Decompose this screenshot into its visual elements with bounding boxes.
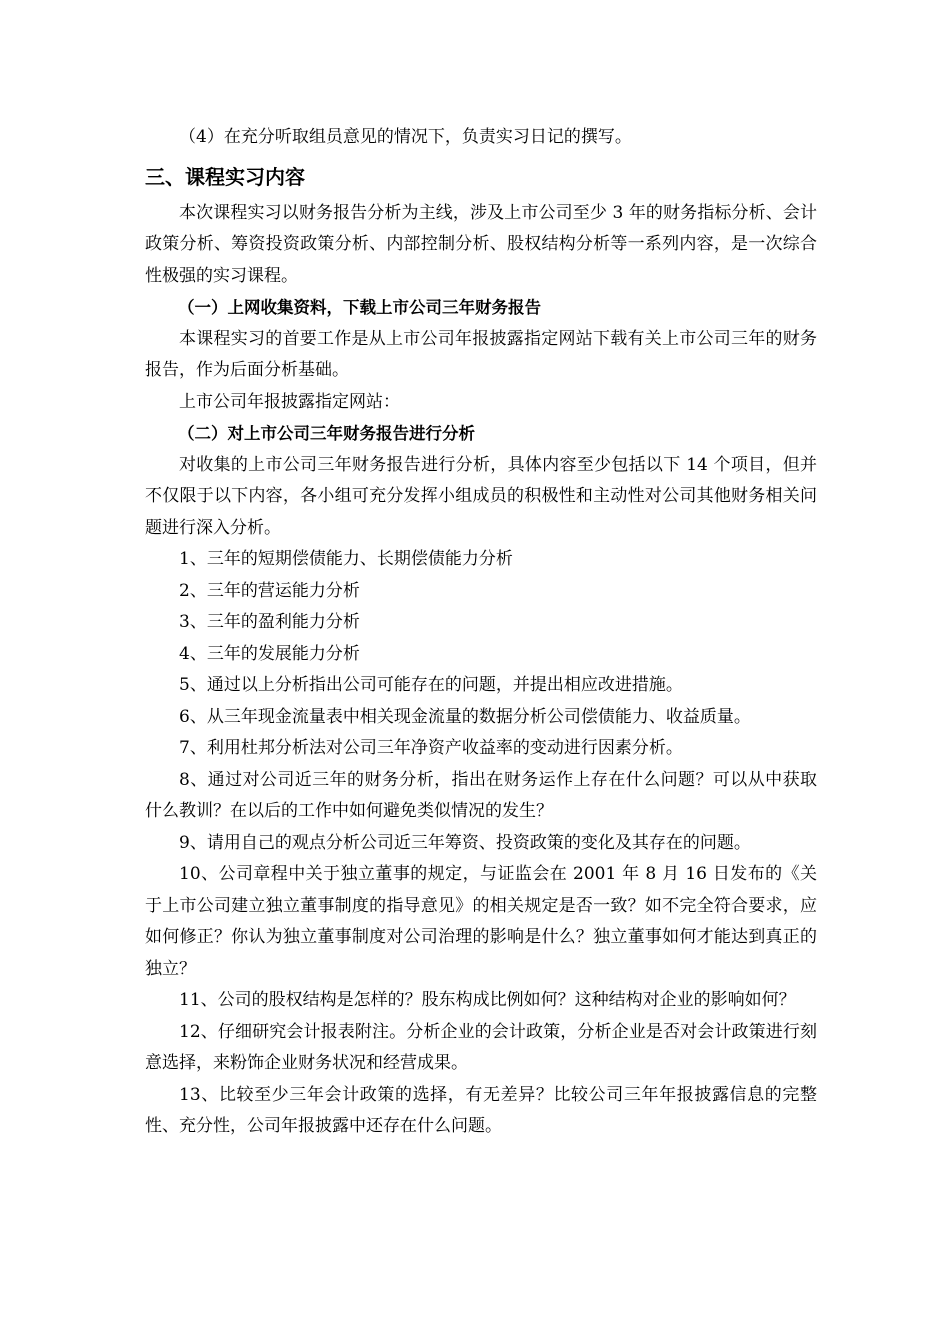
list-item: 4、三年的发展能力分析 — [179, 643, 360, 664]
list-item: 1、三年的短期偿债能力、长期偿债能力分析 — [179, 549, 513, 569]
list-item: 6、从三年现金流量表中相关现金流量的数据分析公司偿债能力、收益质量。 — [179, 706, 751, 727]
document-body — [145, 122, 817, 1143]
section-intro-paragraph: 本次课程实习以财务报告分析为主线，涉及上市公司至少 3 年的财务指标分析、会计政策分析、筹资投资政策分析、内部控制分析、股权结构分析等一系列内容，是一次综合性极强的实习课程。 — [145, 202, 817, 286]
list-item: 10、公司章程中关于独立董事的规定，与证监会在 2001 年 8 月 16 日发布的《关于上市公司建立独立董事制度的指导意见》的相关规定是否一致？如不完全符合要求，应如何修正？你认为独立董事制度对公司治理的影响是什么？独立董事如何才能达到真正的独立？ — [145, 864, 817, 979]
list-item: 11、公司的股权结构是怎样的？股东构成比例如何？这种结构对企业的影响如何？ — [179, 990, 796, 1010]
list-item: 12、仔细研究会计报表附注。分析企业的会计政策，分析企业是否对会计政策进行刻意选择，来粉饰企业财务状况和经营成果。 — [145, 1021, 817, 1073]
subsection-2-heading: （二）对上市公司三年财务报告进行分析 — [178, 424, 475, 443]
list-item: 3、三年的盈利能力分析 — [179, 612, 360, 632]
list-item: 8、通过对公司近三年的财务分析，指出在财务运作上存在什么问题？可以从中获取什么教训？在以后的工作中如何避免类似情况的发生？ — [145, 769, 817, 821]
subsection-1-paragraph: 本课程实习的首要工作是从上市公司年报披露指定网站下载有关上市公司三年的财务报告，作为后面分析基础。 — [145, 328, 817, 380]
website-label: 上市公司年报披露指定网站： — [179, 391, 400, 412]
subsection-1-heading: （一）上网收集资料，下载上市公司三年财务报告 — [178, 298, 541, 317]
subsection-2-paragraph: 对收集的上市公司三年财务报告进行分析，具体内容至少包括以下 14 个项目，但并不仅限于以下内容，各小组可充分发挥小组成员的积极性和主动性对公司其他财务相关问题进行深入分析。 — [145, 454, 817, 538]
list-item: 13、比较至少三年会计政策的选择，有无差异？比较公司三年年报披露信息的完整性、充分性，公司年报披露中还存在什么问题。 — [145, 1084, 817, 1136]
list-item: 7、利用杜邦分析法对公司三年净资产收益率的变动进行因素分析。 — [179, 738, 683, 758]
section-heading: 三、课程实习内容 — [145, 164, 305, 189]
analysis-item-list — [145, 544, 817, 1143]
list-item: 2、三年的营运能力分析 — [179, 580, 360, 601]
list-item: 5、通过以上分析指出公司可能存在的问题，并提出相应改进措施。 — [179, 675, 683, 695]
intro-list-item: （4）在充分听取组员意见的情况下，负责实习日记的撰写。 — [179, 127, 632, 147]
list-item: 9、请用自己的观点分析公司近三年筹资、投资政策的变化及其存在的问题。 — [179, 832, 751, 853]
